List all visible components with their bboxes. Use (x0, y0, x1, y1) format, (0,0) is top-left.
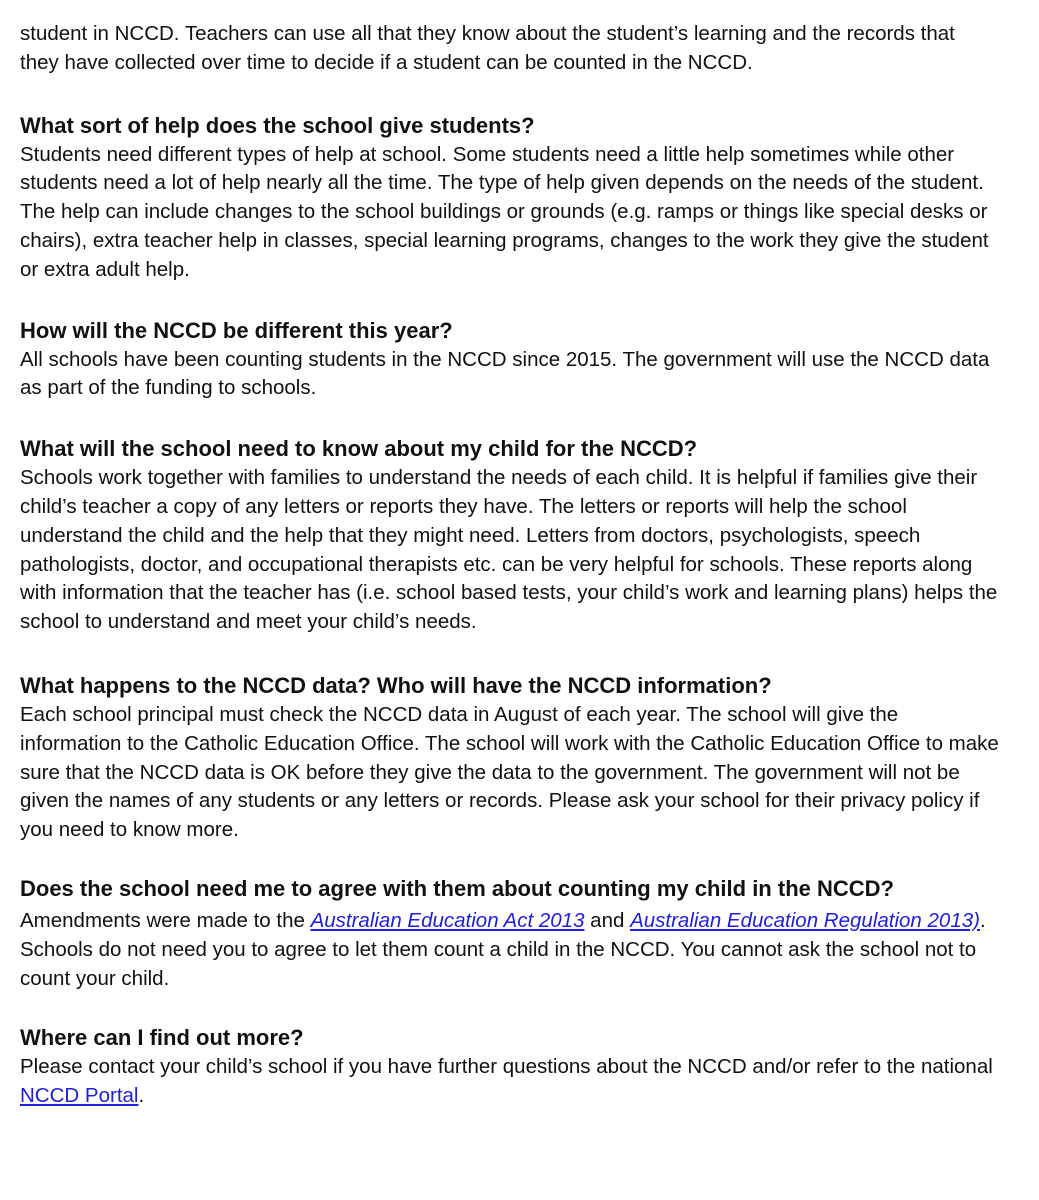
paragraph-text: Please contact your child’s school if you have further questions about the NCCD and/or refer to the national (20, 1055, 993, 1079)
section-school-need-to-know (20, 434, 999, 637)
australian-education-regulation-link[interactable]: Australian Education Regulation 2013) (630, 908, 980, 932)
section-paragraph (20, 907, 999, 993)
section-agreement (20, 874, 999, 993)
paragraph-text: . Schools do not need you to agree to let them count a child in the NCCD. You cannot ask the school not to count your child. (20, 908, 986, 990)
paragraph-text: . (138, 1084, 145, 1108)
australian-education-act-link[interactable]: Australian Education Act 2013 (310, 908, 585, 932)
section-paragraph: Schools work together with families to understand the needs of each child. It is helpful if families give their child’s teacher a copy of any letters or reports they have. The letters or reports will help the school understand the child and the help that they might need. Letters from doctors, psychologists, speech pathologists, doctor, and occupational therapists etc. can be very helpful for schools. These reports along with information that the teacher has (i.e. school based tests, your child’s work and learning plans) helps the school to understand and meet your child’s needs. (20, 466, 998, 634)
section-heading: Where can I find out more? (20, 1025, 304, 1051)
section-paragraph: Each school principal must check the NCCD data in August of each year. The school will give the information to the Catholic Education Office. The school will work with the Catholic Education Office to make sure that the NCCD data is OK before they give the data to the government. The government will not be given the names of any students or any letters or records. Please ask your school for their privacy policy if you need to know more. (20, 702, 999, 842)
section-paragraph (20, 1053, 999, 1111)
section-heading: What happens to the NCCD data? Who will have the NCCD information? (20, 672, 772, 698)
section-help-types (20, 111, 999, 285)
section-heading: How will the NCCD be different this year? (20, 317, 453, 343)
section-paragraph: Students need different types of help at school. Some students need a little help sometimes while other students need a lot of help nearly all the time. The type of help given depends on the needs of the student. The help can include changes to the school buildings or grounds (e.g. ramps or things like special desks or chairs), extra teacher help in classes, special learning programs, changes to the work they give the student or extra adult help. (20, 142, 989, 281)
section-find-out-more (20, 1023, 999, 1111)
ncccd-portal-link[interactable]: NCCD Portal (20, 1084, 139, 1108)
intro-paragraph: student in NCCD. Teachers can use all that they know about the student’s learning and the records that they have collected over time to decide if a student can be counted in the NCCD. (20, 22, 955, 74)
section-heading: What will the school need to know about my child for the NCCD? (20, 436, 698, 462)
section-paragraph: All schools have been counting students in the NCCD since 2015. The government will use the NCCD data as part of the funding to schools. (20, 347, 990, 400)
section-data-handling (20, 671, 999, 845)
intro-section (20, 20, 999, 78)
section-heading: What sort of help does the school give students? (20, 112, 535, 138)
paragraph-text: Amendments were made to the (20, 908, 311, 932)
paragraph-text: and (584, 908, 631, 932)
section-ncccd-different (20, 316, 999, 404)
section-heading: Does the school need me to agree with them about counting my child in the NCCD? (20, 875, 894, 901)
